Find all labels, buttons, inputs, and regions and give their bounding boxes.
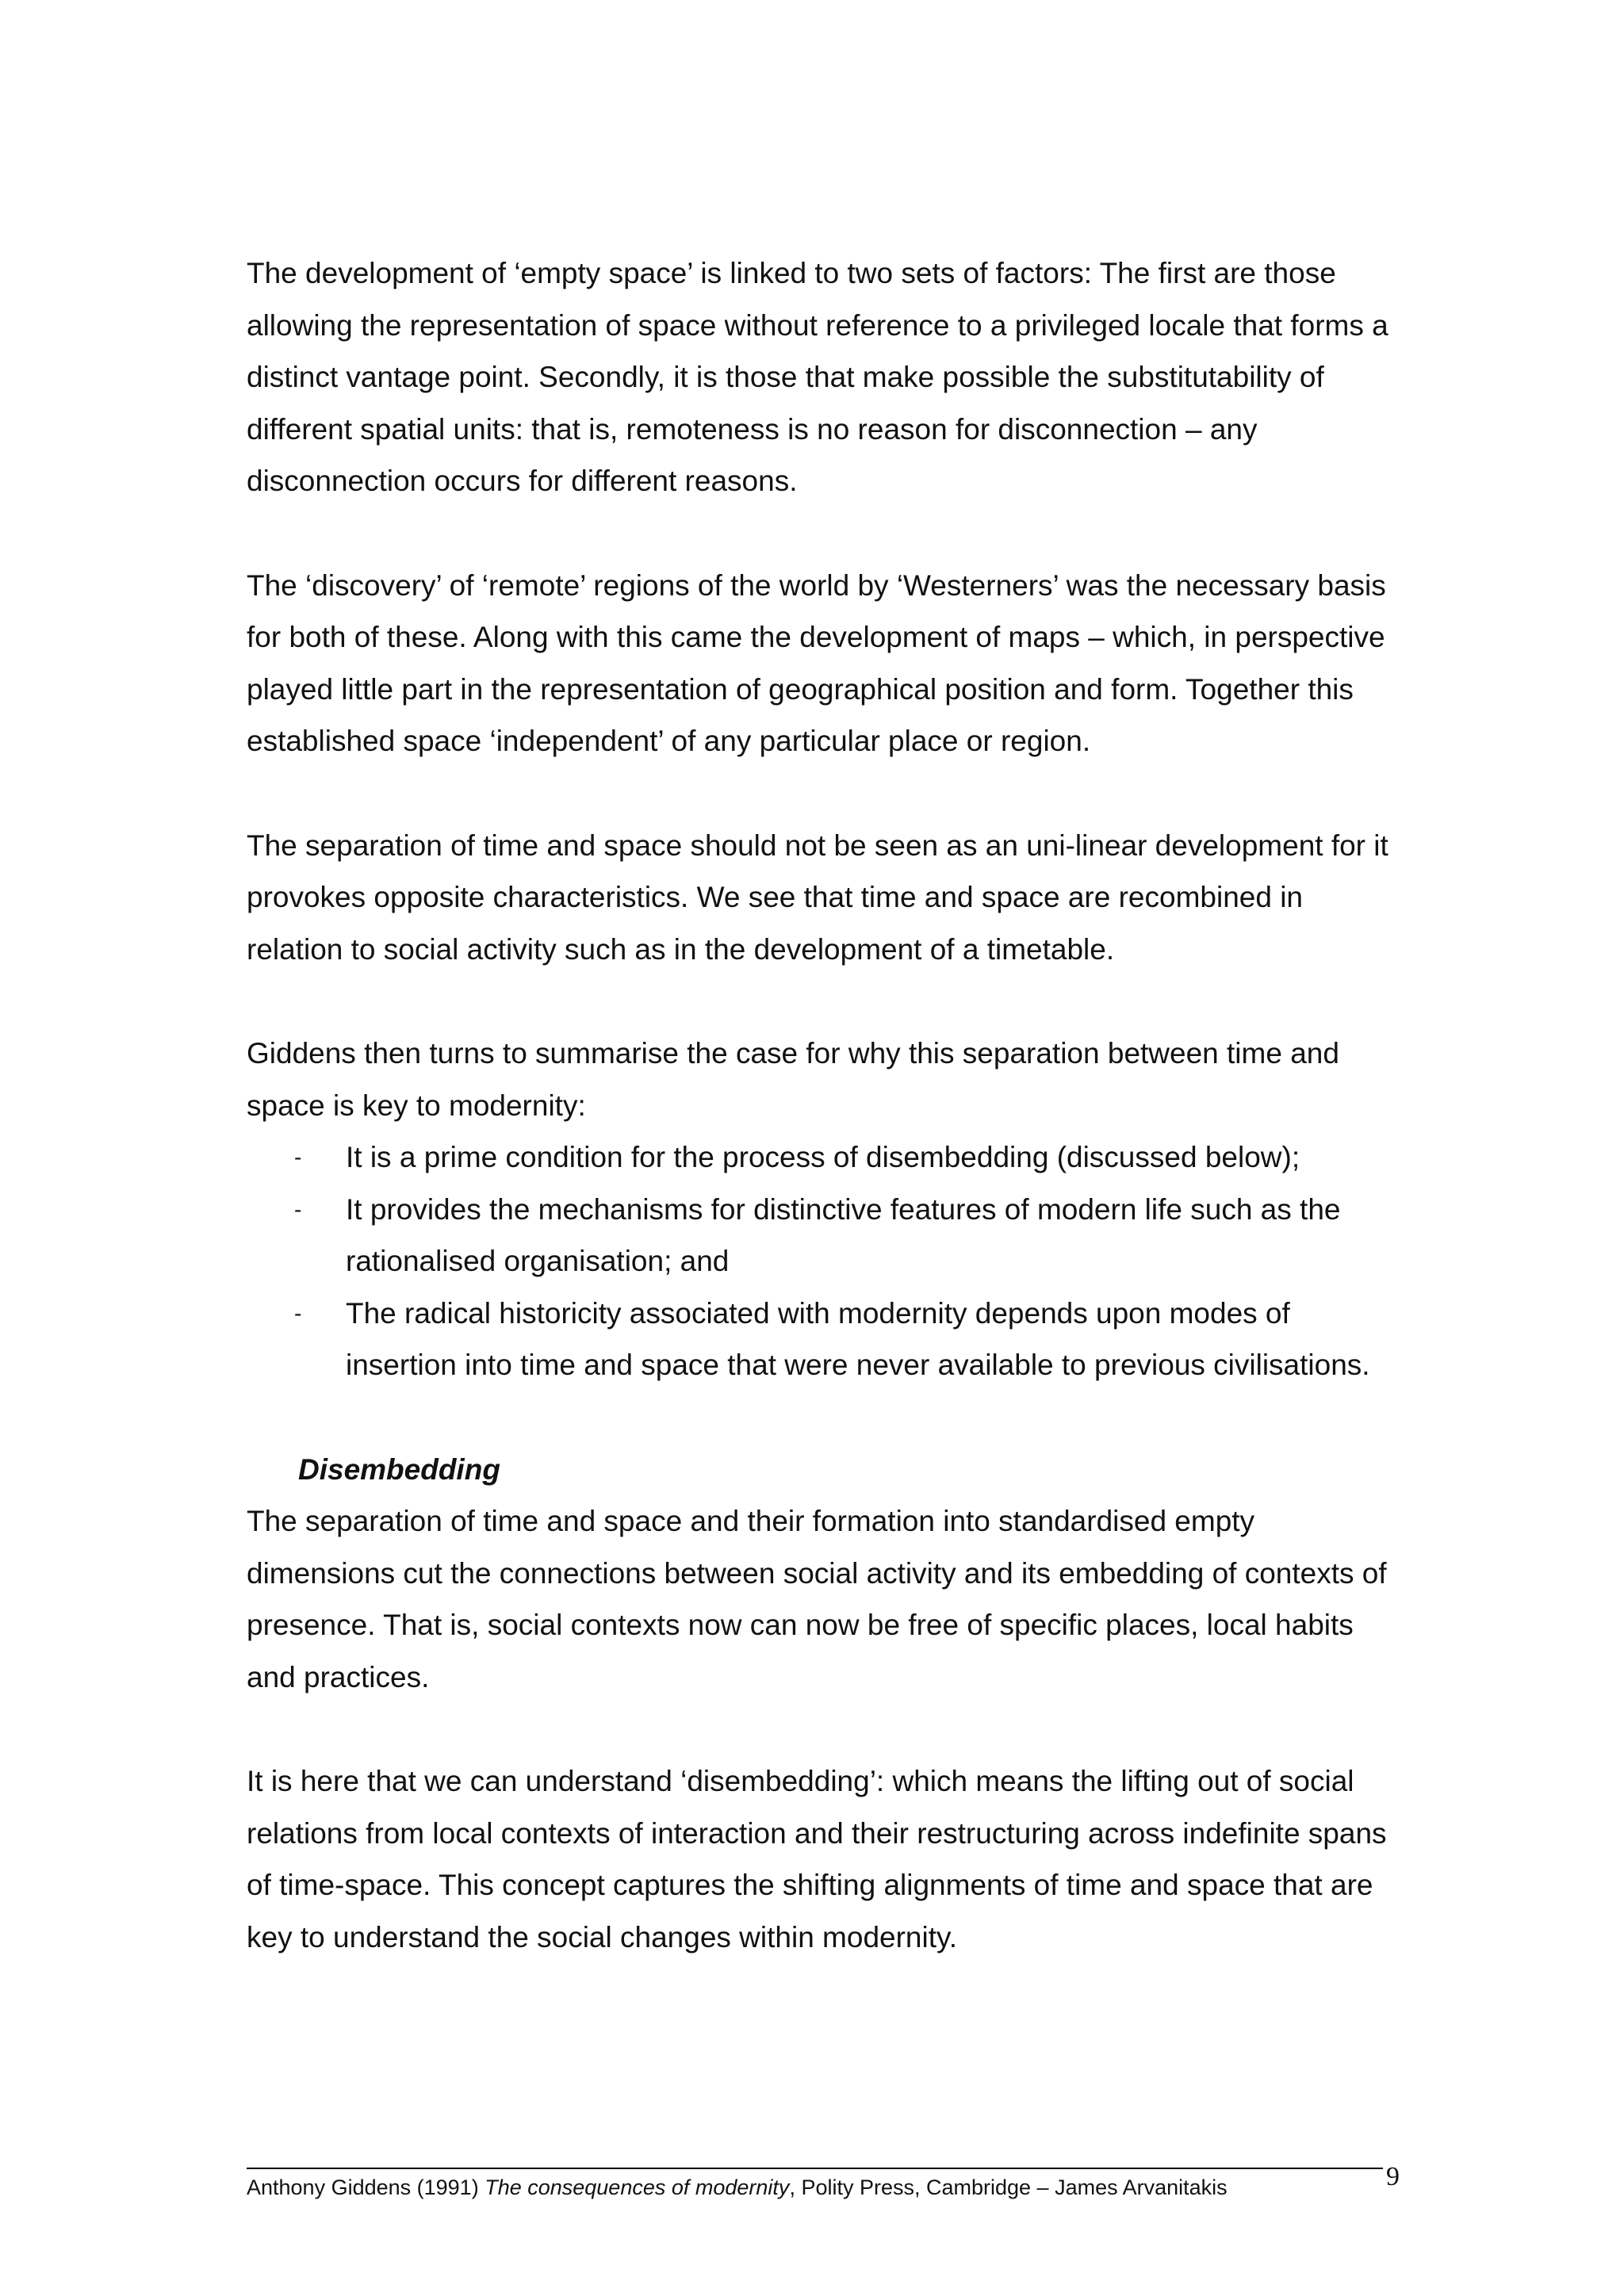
page-number: 9 — [1386, 2162, 1400, 2191]
body-text — [247, 247, 1404, 1964]
paragraph-empty-space: The development of ‘empty space’ is linked to two sets of factors: The first are those allowing the representation of space without reference to a privileged locale that forms a distinct vantage point. Secondly, it is those that make possible the substitutability of different spatial units: that is, remoteness is no reason for disconnection – any disconnection occurs for different reasons. — [247, 257, 1388, 498]
section-heading: Disembedding — [298, 1452, 500, 1486]
bullet-marker: - — [294, 1300, 302, 1326]
list-item-text: It is a prime condition for the process of disembedding (discussed below); — [346, 1141, 1300, 1174]
list-item — [247, 1288, 1404, 1391]
list-item — [247, 1184, 1404, 1288]
bullet-marker: - — [294, 1145, 302, 1170]
bullet-list — [247, 1131, 1404, 1391]
paragraph-giddens-summary: Giddens then turns to summarise the case for why this separation between time and space is key to modernity: — [247, 1036, 1339, 1122]
bullet-marker: - — [294, 1196, 302, 1222]
list-item-text: It provides the mechanisms for distinctive features of modern life such as the rationalised organisation; and — [346, 1192, 1341, 1278]
footer-citation — [247, 2174, 1228, 2201]
footer-book-title: The consequences of modernity — [485, 2175, 790, 2199]
paragraph-disembedding-definition: It is here that we can understand ‘disembedding’: which means the lifting out of social relations from local contexts of interaction and their restructuring across indefinite spans of time-space. This concept captures the shifting alignments of time and space that are key to understand the social changes within modernity. — [247, 1765, 1387, 1954]
footer-citation-prefix: Anthony Giddens (1991) — [247, 2175, 485, 2199]
paragraph-discovery: The ‘discovery’ of ‘remote’ regions of the world by ‘Westerners’ was the necessary basis for both of these. Along with this came the development of maps – which, in perspective played little part in the representation of geographical position and form. Together this established space ‘independent’ of any particular place or region. — [247, 568, 1386, 758]
footer-citation-suffix: , Polity Press, Cambridge – James Arvanitakis — [789, 2175, 1228, 2199]
list-item — [247, 1131, 1404, 1184]
paragraph-disembedding-intro: The separation of time and space and their formation into standardised empty dimensions cut the connections between social activity and its embedding of contexts of presence. That is, social contexts now can now be free of specific places, local habits and practices. — [247, 1505, 1387, 1694]
paragraph-separation: The separation of time and space should not be seen as an uni-linear development for it provokes opposite characteristics. We see that time and space are recombined in relation to social activity such as in the development of a timetable. — [247, 828, 1388, 966]
list-item-text: The radical historicity associated with modernity depends upon modes of insertion into time and space that were never available to previous civilisations. — [346, 1296, 1370, 1382]
footer-divider — [247, 2168, 1383, 2169]
